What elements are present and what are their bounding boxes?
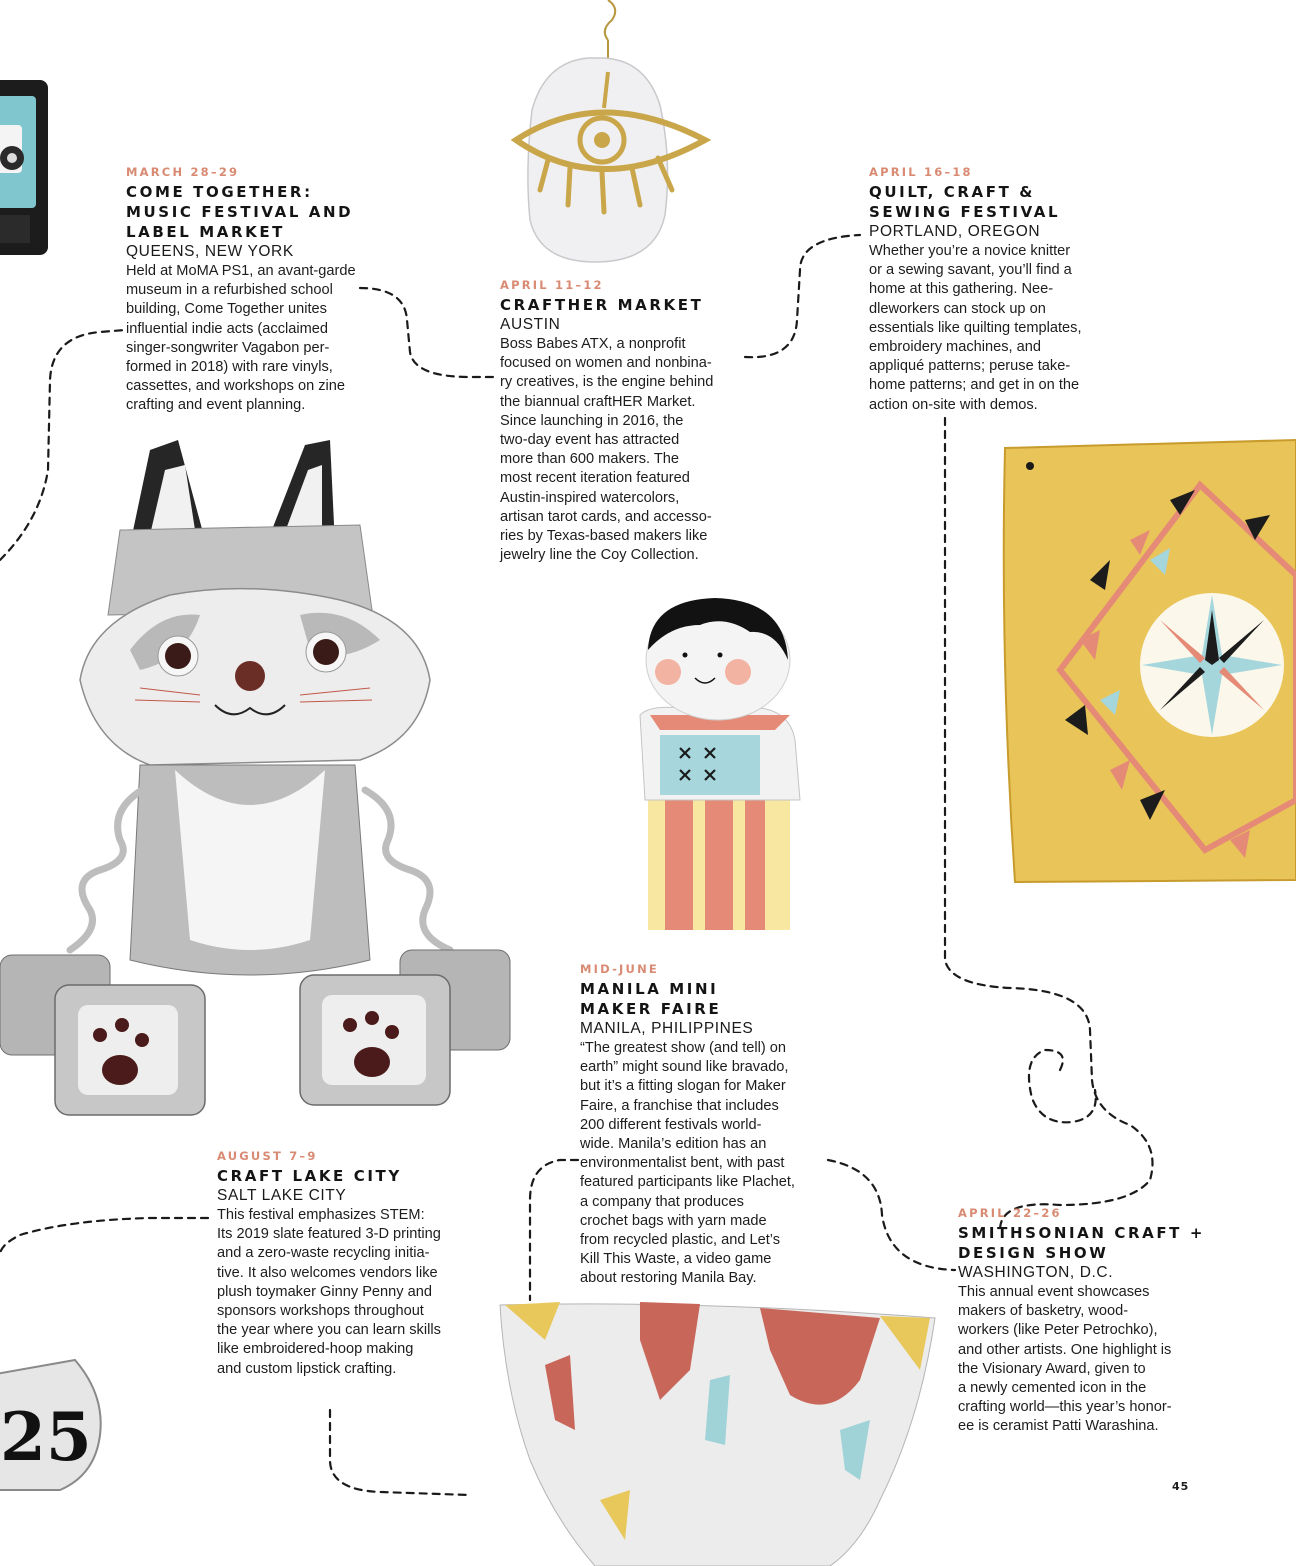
quilt-illustration: [1004, 440, 1296, 882]
event-come-together: [126, 165, 356, 416]
event-location: QUEENS, NEW YORK: [126, 243, 294, 260]
painted-bowl-illustration: [500, 1302, 935, 1566]
event-description: “The greatest show (and tell) on earth” might sound like bravado, but it’s a fitting slogan for Maker Faire, a franchise that includes 200 different festivals world- wide. Manila’s edition has an environmentalist bent, with past featured participants like Plachet, a company that produces crochet bags with yarn made from recycled plastic, and Let’s Kill This Waste, a video game about restoring Manila Bay.: [580, 1040, 795, 1287]
event-title: QUILT, CRAFT & SEWING FESTIVAL: [869, 183, 1061, 221]
event-date: MARCH 28–29: [126, 165, 240, 179]
event-description: Held at MoMA PS1, an avant-garde museum in a refurbished school building, Come Together unites influential indie acts (acclaimed singer-songwriter Vagabon per- formed in 2018) with rare vinyls, cassettes, and workshops on zine crafting and event planning.: [126, 263, 356, 414]
event-smithsonian: [958, 1206, 1205, 1437]
coin-25-illustration: [0, 1360, 101, 1490]
event-location: SALT LAKE CITY: [217, 1187, 347, 1204]
event-description: This annual event showcases makers of basketry, wood- workers (like Peter Petrochko), and other artists. One highlight is the Visionary Award, given to a newly cemented icon in the crafting world—this year’s honor- ee is ceramist Patti Warashina.: [958, 1284, 1172, 1435]
event-location: WASHINGTON, D.C.: [958, 1264, 1114, 1281]
eye-earring-illustration: [516, 0, 705, 262]
event-manila-maker-faire: [580, 962, 795, 1289]
page-number: 45: [1172, 1480, 1190, 1493]
event-title: CRAFTHER MARKET: [500, 296, 704, 314]
event-description: Boss Babes ATX, a nonprofit focused on women and nonbina- ry creatives, is the engine behind the biannual craftHER Market. Since launching in 2016, the two-day event has attracted more than 600 makers. The most recent iteration featured Austin-inspired watercolors, artisan tarot cards, and accesso- ries by Texas-based makers like jewelry line the Coy Collection.: [500, 336, 714, 564]
event-location: PORTLAND, OREGON: [869, 223, 1041, 240]
event-date: APRIL 16–18: [869, 165, 973, 179]
event-title: COME TOGETHER: MUSIC FESTIVAL AND LABEL MARKET: [126, 183, 354, 241]
peg-doll-illustration: [640, 598, 800, 930]
event-location: AUSTIN: [500, 316, 561, 333]
plush-fox-illustration: [0, 440, 510, 1115]
coin-number-text: 25: [0, 1398, 92, 1476]
event-crafther-market: [500, 278, 713, 565]
cassette-tape-illustration: [0, 80, 48, 255]
event-title: CRAFT LAKE CITY: [217, 1167, 402, 1185]
event-craft-lake-city: [217, 1149, 441, 1379]
event-title: MANILA MINI MAKER FAIRE: [580, 980, 722, 1018]
event-date: MID-JUNE: [580, 962, 659, 976]
event-title: SMITHSONIAN CRAFT + DESIGN SHOW: [958, 1224, 1206, 1262]
event-date: APRIL 11–12: [500, 278, 604, 292]
event-description: Whether you’re a novice knitter or a sewing savant, you’ll find a home at this gathering. Nee- dleworkers can stock up on essentials like quilting templates, embroidery machines, and appliqué patterns; peruse take- home patterns; and get in on the action on-site with demos.: [869, 243, 1082, 413]
event-quilt-craft-sewing: [869, 165, 1082, 415]
event-description: This festival emphasizes STEM: Its 2019 slate featured 3-D printing and a zero-waste recycling initia- tive. It also welcomes vendors like plush toymaker Ginny Penny and sponsors workshops throughout the year where you can learn skills like embroidered-hoop making and custom lipstick crafting.: [217, 1207, 441, 1377]
event-date: APRIL 22–26: [958, 1206, 1062, 1220]
event-location: MANILA, PHILIPPINES: [580, 1020, 754, 1037]
event-date: AUGUST 7–9: [217, 1149, 318, 1163]
